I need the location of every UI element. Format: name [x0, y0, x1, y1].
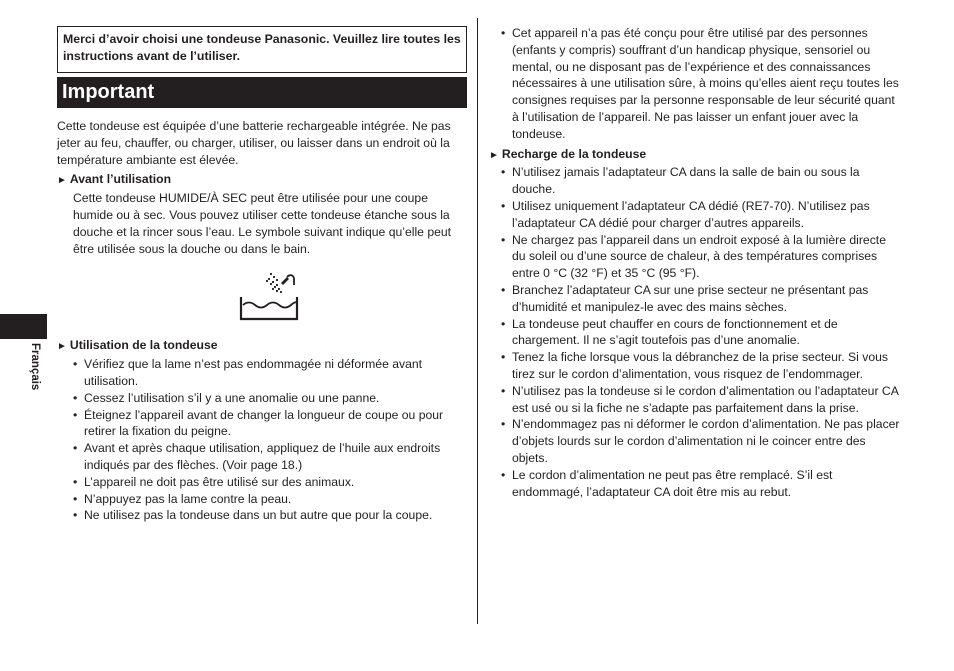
- battery-warning-text: Cette tondeuse est équipée d’une batterie rechargeable intégrée. Ne pas jeter au feu, chauffer, ou charger, utiliser, ou laisser dans un endroit où la température ambiante est élevée.: [57, 119, 451, 167]
- list-item: • Tenez la fiche lorsque vous la débranchez de la prise secteur. Si vous tirez sur le cordon d’alimentation, vous risquez de l’endommager.: [501, 350, 888, 381]
- safety-list: [501, 25, 901, 143]
- recharge-title: Recharge de la tondeuse: [501, 146, 647, 161]
- before-use-title: Avant l’utilisation: [69, 172, 172, 187]
- list-item: • N’endommagez pas ni déformer le cordon d’alimentation. Ne pas placer d’objets lourds sur le cordon d’alimentation ni le coincer entre des objets.: [501, 417, 900, 465]
- list-item: • La tondeuse peut chauffer en cours de fonctionnement et de chargement. Il ne s’agit toutefois pas d’une anomalie.: [501, 316, 838, 348]
- shower-bath-symbol: [57, 257, 469, 337]
- list-item: • Ne utilisez pas la tondeuse dans un but autre que pour la coupe.: [73, 508, 433, 523]
- list-item: • Le cordon d’alimentation ne peut pas être remplacé. S’il est endommagé, l’adaptateur CA doit être mis au rebut.: [501, 467, 833, 499]
- list-item: • Avant et après chaque utilisation, appliquez de l’huile aux endroits indiqués par des flèches. (Voir page 18.): [73, 441, 441, 472]
- right-column: [489, 25, 901, 500]
- list-item: • N’appuyez pas la lame contre la peau.: [73, 491, 292, 506]
- list-item: • Cessez l’utilisation s’il y a une anomalie ou une panne.: [73, 390, 380, 405]
- usage-heading: [57, 337, 469, 356]
- language-tab-label: Français: [29, 343, 41, 391]
- usage-list: [73, 356, 469, 524]
- left-column: [57, 118, 469, 524]
- recharge-list: [501, 164, 901, 500]
- language-tab-marker: [0, 314, 47, 339]
- arrow-icon: ►: [57, 175, 67, 187]
- list-item: • Ne chargez pas l’appareil dans un endroit exposé à la lumière directe du soleil ou d’une source de chaleur, à des températures comprises entre 0 °C (32 °F) et 35 °C (95 °F).: [501, 232, 886, 281]
- before-use-text: Cette tondeuse HUMIDE/À SEC peut être utilisée pour une coupe humide ou à sec. Vous pouvez utiliser cette tondeuse étanche sous la douche et la rincer sous l’eau. Le symbole suivant indique qu’elle peut être utilisée sous la douche ou dans le bain.: [73, 191, 452, 256]
- list-item: • Éteignez l’appareil avant de changer la longueur de coupe ou pour retirer la fixation du peigne.: [73, 407, 444, 439]
- shower-bath-icon: [237, 271, 301, 321]
- list-item: • Branchez l’adaptateur CA sur une prise secteur ne présentant pas d’humidité et manipulez-le avec des mains sèches.: [501, 282, 869, 314]
- arrow-icon: ►: [57, 341, 67, 353]
- list-item: • Utilisez uniquement l’adaptateur CA dédié (RE7-70). N’utilisez pas l’adaptateur CA dédié pour charger d’autres appareils.: [501, 198, 870, 230]
- intro-notice-box: Merci d’avoir choisi une tondeuse Panasonic. Veuillez lire toutes les instructions avant de l’utiliser.: [57, 26, 467, 73]
- list-item: • Vérifiez que la lame n’est pas endommagée ni déformée avant utilisation.: [73, 357, 423, 388]
- list-item: • Cet appareil n’a pas été conçu pour être utilisé par des personnes (enfants y compris) souffrant d’un handicap physique, sensoriel ou mental, ou ne disposant pas de l’expérience et des connaissances nécessaires à une utilisation sûre, à moins qu’elles aient reçu toutes les consignes requises par la personne responsable de leur sécurité quant à l’utilisation de l’appareil. Ne pas laisser un enfant jouer avec la tondeuse.: [501, 26, 899, 141]
- usage-title: Utilisation de la tondeuse: [69, 338, 218, 353]
- list-item: • N’utilisez pas la tondeuse si le cordon d’alimentation ou l’adaptateur CA est usé ou si la fiche ne s’adapte pas parfaitement dans la prise.: [501, 383, 899, 415]
- section-heading: Important: [57, 77, 467, 108]
- before-use-heading: [57, 171, 469, 190]
- arrow-icon: ►: [489, 149, 499, 161]
- column-divider: [477, 18, 478, 624]
- list-item: • L’appareil ne doit pas être utilisé sur des animaux.: [73, 474, 355, 489]
- list-item: • N’utilisez jamais l’adaptateur CA dans la salle de bain ou sous la douche.: [501, 165, 860, 197]
- recharge-heading: [489, 146, 901, 165]
